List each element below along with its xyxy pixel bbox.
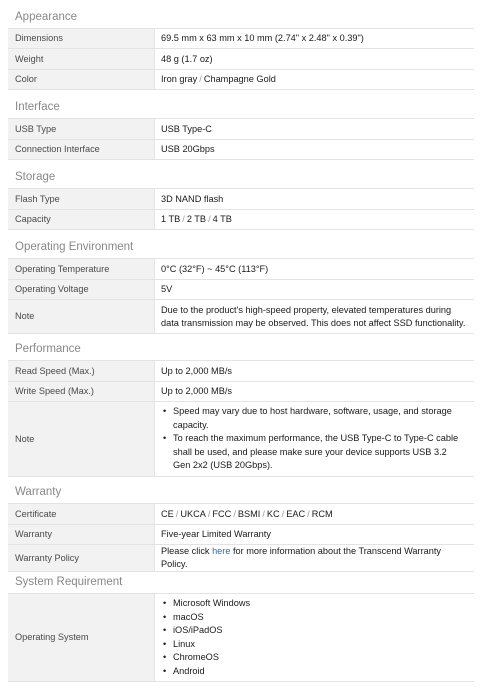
warranty-policy-link[interactable]: here xyxy=(212,546,231,556)
list-item: • iOS/iPadOS xyxy=(173,624,466,638)
environment-table xyxy=(8,258,474,334)
read-speed-value: Up to 2,000 MB/s xyxy=(155,361,475,382)
table-row xyxy=(8,49,474,70)
operating-temperature-label: Operating Temperature xyxy=(8,259,155,280)
color-option: Champagne Gold xyxy=(203,74,276,84)
operating-temperature-value: 0°C (32°F) ~ 45°C (113°F) xyxy=(155,259,475,280)
operating-voltage-value: 5V xyxy=(155,280,475,300)
list-item: • Linux xyxy=(173,638,466,652)
list-item: • macOS xyxy=(173,611,466,625)
capacity-option: 1 TB xyxy=(161,214,181,224)
section-title-performance: Performance xyxy=(15,343,81,355)
separator: / xyxy=(199,74,202,84)
environment-note-label: Note xyxy=(8,300,155,334)
table-row xyxy=(8,545,474,572)
write-speed-label: Write Speed (Max.) xyxy=(8,382,155,402)
dimensions-label: Dimensions xyxy=(8,29,155,49)
section-title-storage: Storage xyxy=(15,171,56,183)
table-row xyxy=(8,119,474,140)
write-speed-value: Up to 2,000 MB/s xyxy=(155,382,475,402)
section-title-interface: Interface xyxy=(15,101,60,113)
list-item: • Microsoft Windows xyxy=(173,597,466,611)
separator: / xyxy=(182,214,185,224)
warranty-table xyxy=(8,503,474,572)
certificate-item: CE xyxy=(161,508,174,519)
dimensions-value: 69.5 mm x 63 mm x 10 mm (2.74" x 2.48" x 0.39") xyxy=(155,29,475,49)
operating-system-value xyxy=(155,594,475,682)
separator: / xyxy=(281,508,285,519)
list-item: • ChromeOS xyxy=(173,651,466,665)
table-row xyxy=(8,300,474,334)
table-row xyxy=(8,29,474,49)
table-row xyxy=(8,361,474,382)
warranty-value: Five-year Limited Warranty xyxy=(155,525,475,545)
color-option: Iron gray xyxy=(161,74,198,84)
interface-table xyxy=(8,118,474,160)
separator: / xyxy=(175,508,179,519)
performance-note-list xyxy=(161,405,466,473)
section-title-system-requirement: System Requirement xyxy=(15,576,123,588)
separator: / xyxy=(233,508,236,519)
warranty-policy-suffix: for more information about the Transcend Warranty Policy. xyxy=(161,546,442,569)
color-label: Color xyxy=(8,70,155,90)
flash-type-value: 3D NAND flash xyxy=(155,189,475,210)
section-title-warranty: Warranty xyxy=(15,486,62,498)
table-row xyxy=(8,140,474,160)
performance-note-value xyxy=(155,402,475,477)
operating-system-list xyxy=(161,597,466,678)
table-row xyxy=(8,402,474,477)
table-row xyxy=(8,594,474,682)
appearance-table xyxy=(8,28,474,90)
list-item: • To reach the maximum performance, the USB Type-C to Type-C cable shall be used, and please make sure your device supports USB 3.2 Gen 2x2 (USB 20Gbps). xyxy=(173,432,466,473)
flash-type-label: Flash Type xyxy=(8,189,155,210)
certificate-item: FCC xyxy=(212,508,232,519)
section-title-operating-environment: Operating Environment xyxy=(15,241,134,253)
operating-system-label: Operating System xyxy=(8,594,155,682)
warranty-policy-prefix: Please click xyxy=(161,546,213,556)
certificate-label: Certificate xyxy=(8,504,155,525)
table-row xyxy=(8,525,474,545)
performance-note-label: Note xyxy=(8,402,155,477)
performance-table xyxy=(8,360,474,477)
usb-type-value: USB Type-C xyxy=(155,119,475,140)
certificate-value xyxy=(155,504,475,525)
separator: / xyxy=(207,508,211,519)
warranty-policy-value xyxy=(155,545,475,572)
certificate-item: EAC xyxy=(286,508,306,519)
usb-type-label: USB Type xyxy=(8,119,155,140)
separator: / xyxy=(262,508,265,519)
weight-label: Weight xyxy=(8,49,155,70)
list-item: • Android xyxy=(173,665,466,679)
connection-interface-label: Connection Interface xyxy=(8,140,155,160)
capacity-value xyxy=(155,210,475,230)
separator: / xyxy=(307,508,310,519)
color-value xyxy=(155,70,475,90)
certificate-item: UKCA xyxy=(180,508,206,519)
certificate-item: RCM xyxy=(311,508,333,519)
table-row xyxy=(8,504,474,525)
environment-note-value: Due to the product's high-speed property, elevated temperatures during data transmission may be observed. This does not affect SSD functionality. xyxy=(155,300,475,334)
table-row xyxy=(8,259,474,280)
certificate-item: BSMI xyxy=(237,508,261,519)
system-table xyxy=(8,593,474,682)
operating-voltage-label: Operating Voltage xyxy=(8,280,155,300)
separator: / xyxy=(208,214,211,224)
table-row xyxy=(8,280,474,300)
table-row xyxy=(8,382,474,402)
weight-value: 48 g (1.7 oz) xyxy=(155,49,475,70)
capacity-option: 4 TB xyxy=(212,214,232,224)
list-item: • Speed may vary due to host hardware, software, usage, and storage capacity. xyxy=(173,405,466,432)
connection-interface-value: USB 20Gbps xyxy=(155,140,475,160)
table-row xyxy=(8,210,474,230)
capacity-option: 2 TB xyxy=(186,214,207,224)
read-speed-label: Read Speed (Max.) xyxy=(8,361,155,382)
storage-table xyxy=(8,188,474,230)
capacity-label: Capacity xyxy=(8,210,155,230)
certificate-item: KC xyxy=(266,508,280,519)
table-row xyxy=(8,70,474,90)
warranty-label: Warranty xyxy=(8,525,155,545)
table-row xyxy=(8,189,474,210)
section-title-appearance: Appearance xyxy=(15,11,78,23)
warranty-policy-label: Warranty Policy xyxy=(8,545,155,572)
